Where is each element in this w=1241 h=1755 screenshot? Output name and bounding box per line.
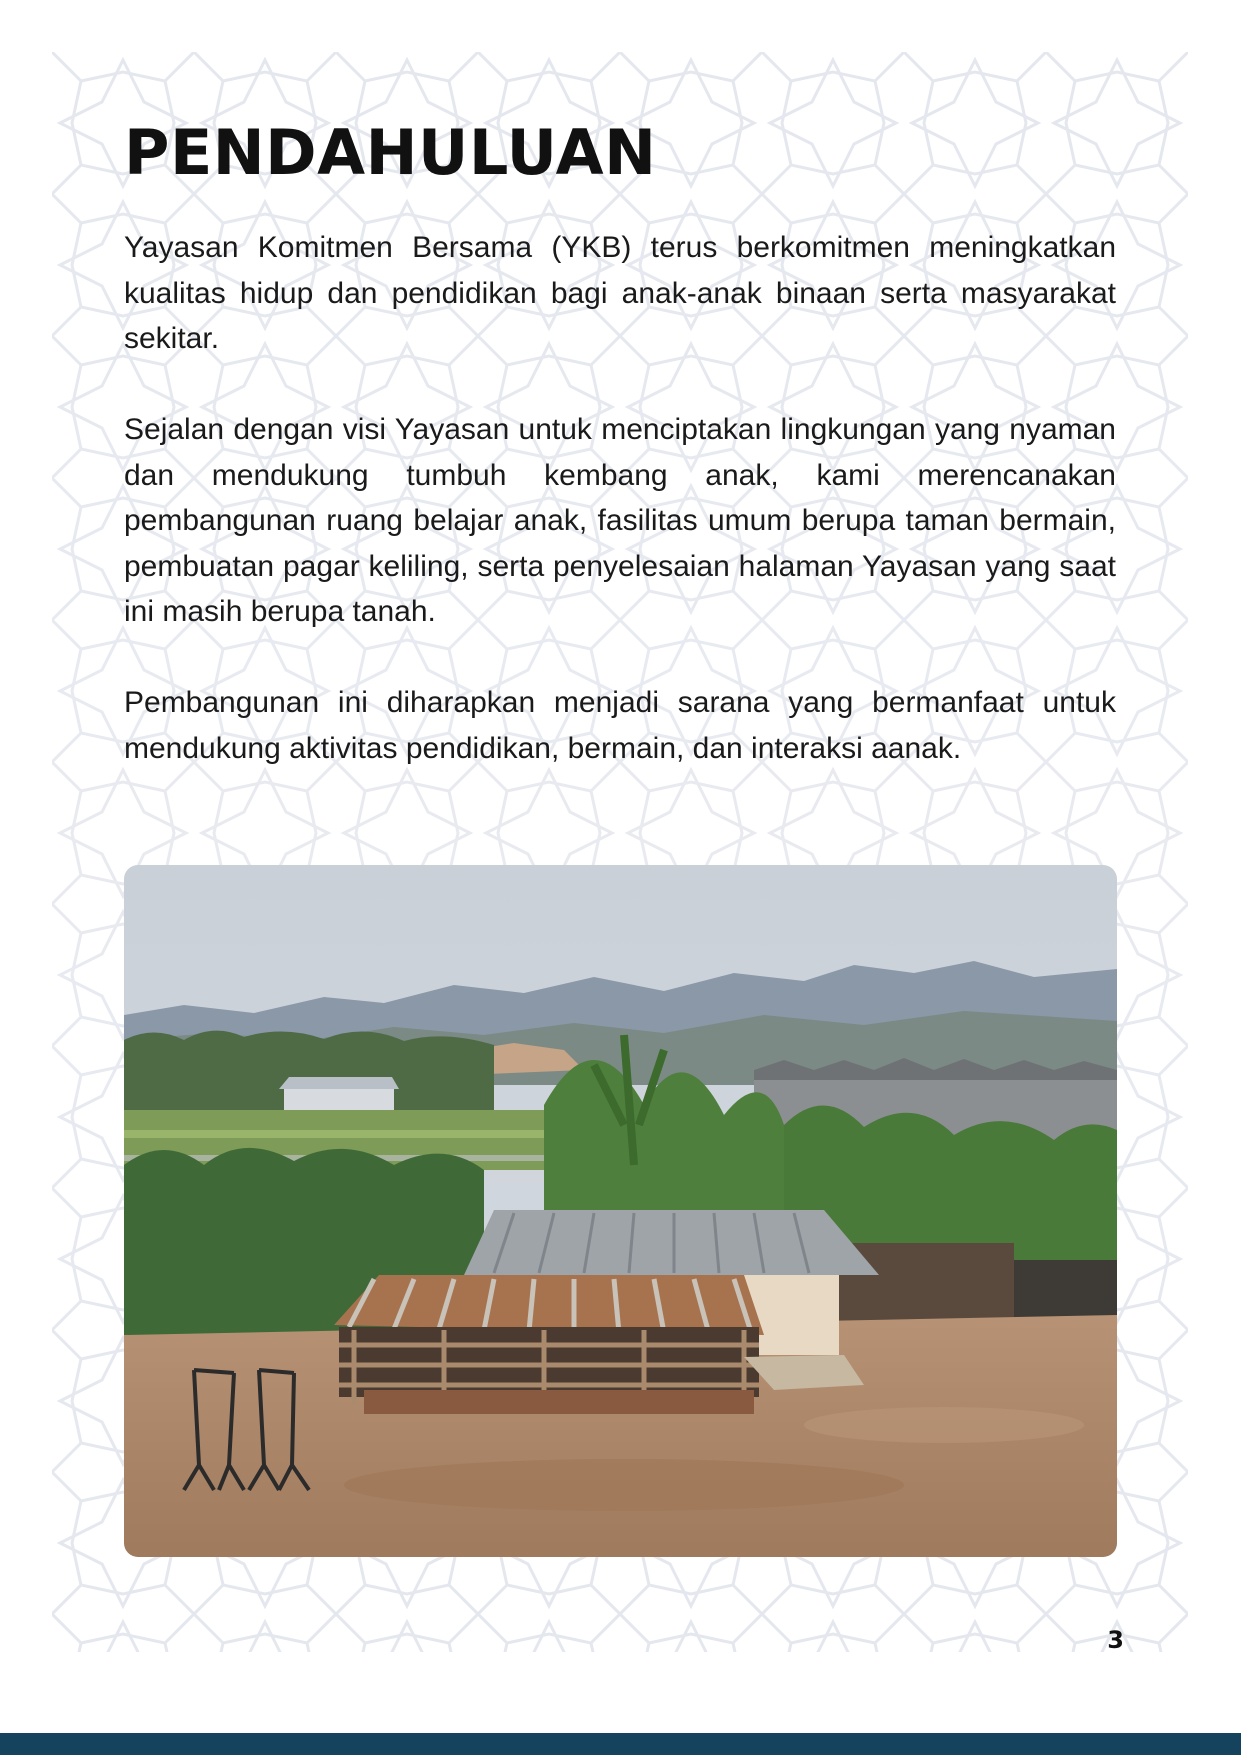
intro-paragraph: Yayasan Komitmen Bersama (YKB) terus berkomitmen meningkatkan kualitas hidup dan pendidikan bagi anak-anak binaan serta masyarakat sekitar. — [124, 231, 1116, 355]
page-number: 3 — [1107, 1626, 1124, 1654]
vision-paragraph: Sejalan dengan visi Yayasan untuk menciptakan lingkungan yang nyaman dan mendukung tumbuh kembang anak, kami merencanakan pembangunan ruang belajar anak, fasilitas umum berupa taman bermain, pembuatan pagar keliling, serta penyelesaian halaman Yayasan yang saat ini masih berupa tanah. — [124, 413, 1116, 628]
site-photo — [124, 865, 1117, 1557]
footer-bar — [0, 1733, 1241, 1755]
page-title: PENDAHULUAN — [124, 116, 657, 189]
purpose-paragraph: Pembangunan ini diharapkan menjadi sarana yang bermanfaat untuk mendukung aktivitas pendidikan, bermain, dan interaksi aanak. — [124, 686, 1116, 765]
